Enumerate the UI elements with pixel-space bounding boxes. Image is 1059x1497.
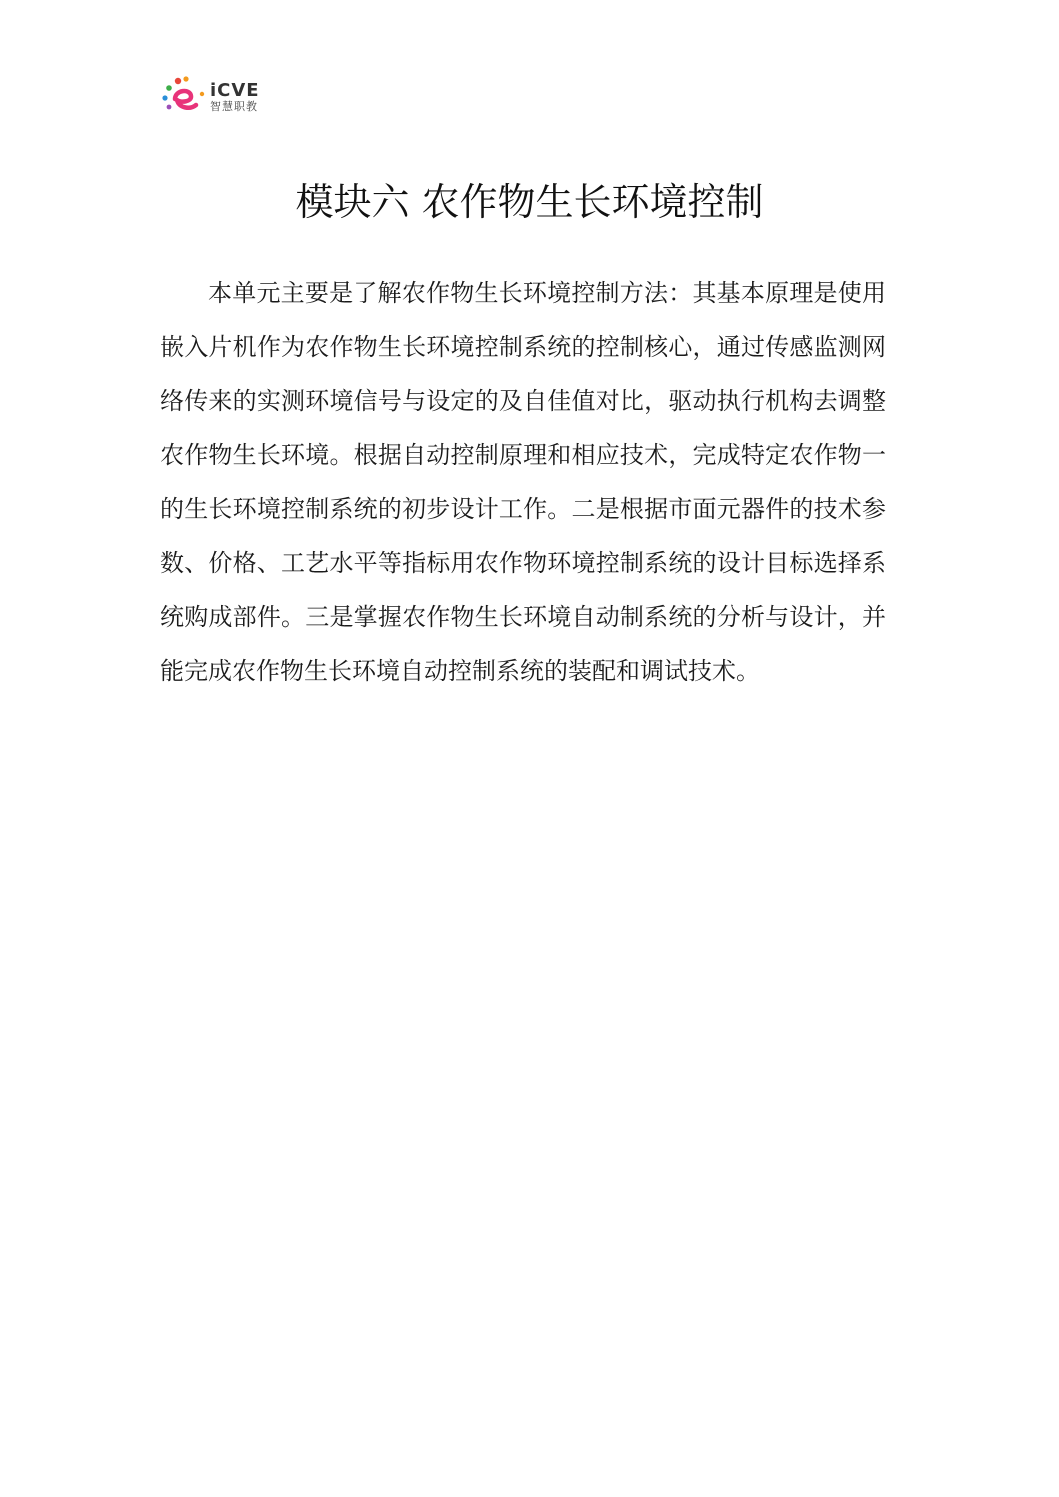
logo-brand-cn: 智慧职教: [210, 100, 258, 113]
body-paragraph: 本单元主要是了解农作物生长环境控制方法：其基本原理是使用嵌入片机作为农作物生长环境控制系统的控制核心，通过传感监测网络传来的实测环境信号与设定的及自佳值对比，驱动执行机构去调整农作物生长环境。根据自动控制原理和相应技术，完成特定农作物一的生长环境控制系统的初步设计工作。二是根据市面元器件的技术参数、价格、工艺水平等指标用农作物环境控制系统的设计目标选择系统购成部件。三是掌握农作物生长环境自动制系统的分析与设计，并能完成农作物生长环境自动控制系统的装配和调试技术。: [160, 279, 886, 685]
logo-text: [210, 82, 260, 114]
logo-brand-en: iCVE: [210, 80, 260, 101]
icve-logo-mark-icon: [160, 74, 208, 118]
icve-logo: [160, 74, 270, 120]
page-title: 模块六 农作物生长环境控制: [295, 180, 764, 224]
